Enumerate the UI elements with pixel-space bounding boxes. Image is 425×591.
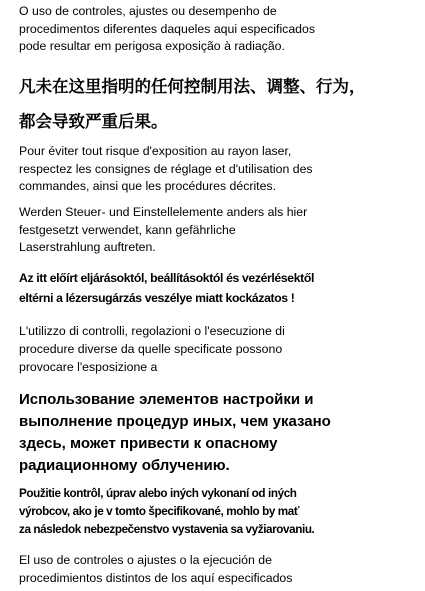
portuguese-line-1: O uso de controles, ajustes ou desempenho de <box>19 4 277 18</box>
german-line-3: Laserstrahlung auftreten. <box>19 240 156 254</box>
french-line-3: commandes, ainsi que les procédures décrites. <box>19 179 276 193</box>
russian-line-4: радиационному облучению. <box>19 457 230 474</box>
italian-line-3: provocare l'esposizione a <box>19 360 158 374</box>
russian-line-2: выполнение процедур иных, чем указано <box>19 413 331 430</box>
portuguese-line-3: pode resultar em perigosa exposição à radiação. <box>19 39 285 53</box>
slovak-line-2: výrobcov, ako je v tomto špecifikované, mohlo by mať <box>19 505 300 518</box>
spanish-line-1: El uso de controles o ajustes o la ejecución de <box>19 553 272 567</box>
italian-line-1: L'utilizzo di controlli, regolazioni o l'esecuzione di <box>19 324 285 338</box>
hungarian-line-1: Az itt előírt eljárásoktól, beállításoktól és vezérlésektől <box>19 271 314 285</box>
german-line-1: Werden Steuer- und Einstellelemente anders als hier <box>19 205 308 219</box>
portuguese-line-2: procedimentos diferentes daqueles aqui especificados <box>19 21 315 36</box>
slovak-line-1: Použitie kontrôl, úprav alebo iných vykonaní od iných <box>19 487 297 500</box>
french-line-2: respectez les consignes de réglage et d'utilisation des <box>19 161 313 176</box>
spanish-line-2: procedimientos distintos de los aquí especificados <box>19 570 293 585</box>
portuguese-warning <box>19 3 414 56</box>
spanish-warning <box>19 552 414 587</box>
italian-warning <box>19 322 414 376</box>
russian-warning <box>19 389 414 477</box>
chinese-warning <box>19 69 414 139</box>
chinese-line-2: 都会导致严重后果。 <box>19 112 168 131</box>
russian-line-3: здесь, может привести к опасному <box>19 435 278 452</box>
french-warning <box>19 143 414 196</box>
french-line-1: Pour éviter tout risque d'exposition au rayon laser, <box>19 144 292 158</box>
hungarian-warning <box>19 268 414 308</box>
german-warning <box>19 204 414 257</box>
russian-line-1: Использование элементов настройки и <box>19 391 314 408</box>
german-line-2: festgesetzt verwendet, kann gefährliche <box>19 222 236 237</box>
chinese-line-1: 凡未在这里指明的任何控制用法、调整、行为， <box>19 77 366 96</box>
italian-line-2: procedure diverse da quelle specificate possono <box>19 342 283 356</box>
slovak-line-3: za následok nebezpečenstvo vystavenia sa vyžiarovaniu. <box>19 523 315 536</box>
slovak-warning <box>19 485 414 539</box>
hungarian-line-2: eltérni a lézersugárzás veszélye miatt kockázatos ! <box>19 291 295 305</box>
